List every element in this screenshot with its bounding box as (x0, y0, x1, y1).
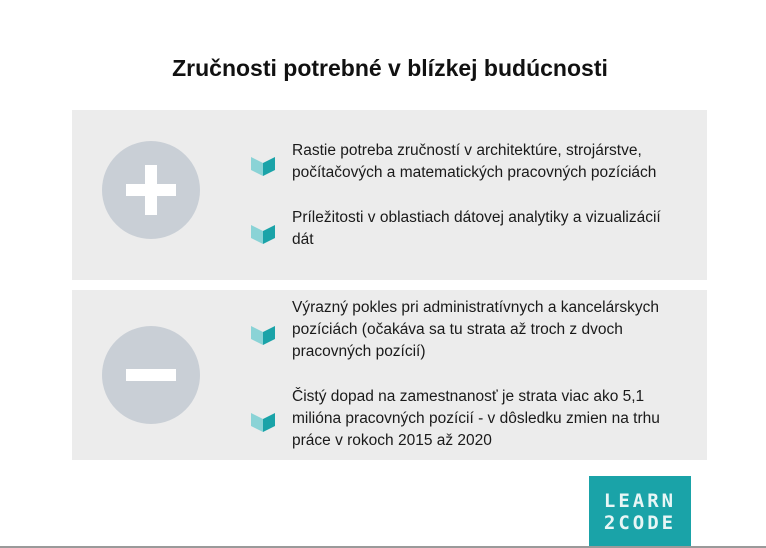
positive-item-1: Rastie potreba zručností v architektúre, strojárstve, počítačových a matematických pracovných pozíciách (292, 142, 657, 181)
slide-title: Zručnosti potrebné v blízkej budúcnosti (172, 55, 608, 81)
negative-panel (72, 290, 707, 460)
book-bullet-icon (250, 222, 276, 244)
negative-item-2: Čistý dopad na zamestnanosť je strata viac ako 5,1 milióna pracovných pozícií - v dôsledku zmien na trhu práce v rokoch 2015 až 2020 (292, 388, 660, 449)
negative-item-1: Výrazný pokles pri administratívnych a kancelárskych pozíciách (očakáva sa tu strata až troch z dvoch pracovných pozícií) (292, 299, 659, 360)
book-bullet-icon (250, 154, 276, 176)
book-bullet-icon (250, 410, 276, 432)
minus-icon (102, 326, 200, 424)
logo-text-line-1: LEARN (603, 490, 677, 512)
positive-item-2: Príležitosti v oblastiach dátovej analytiky a vizualizácií dát (292, 209, 661, 248)
positive-panel (72, 110, 707, 280)
learn2code-logo (589, 476, 691, 546)
book-bullet-icon (250, 323, 276, 345)
logo-text-line-2: 2CODE (603, 512, 677, 534)
plus-icon (102, 141, 200, 239)
